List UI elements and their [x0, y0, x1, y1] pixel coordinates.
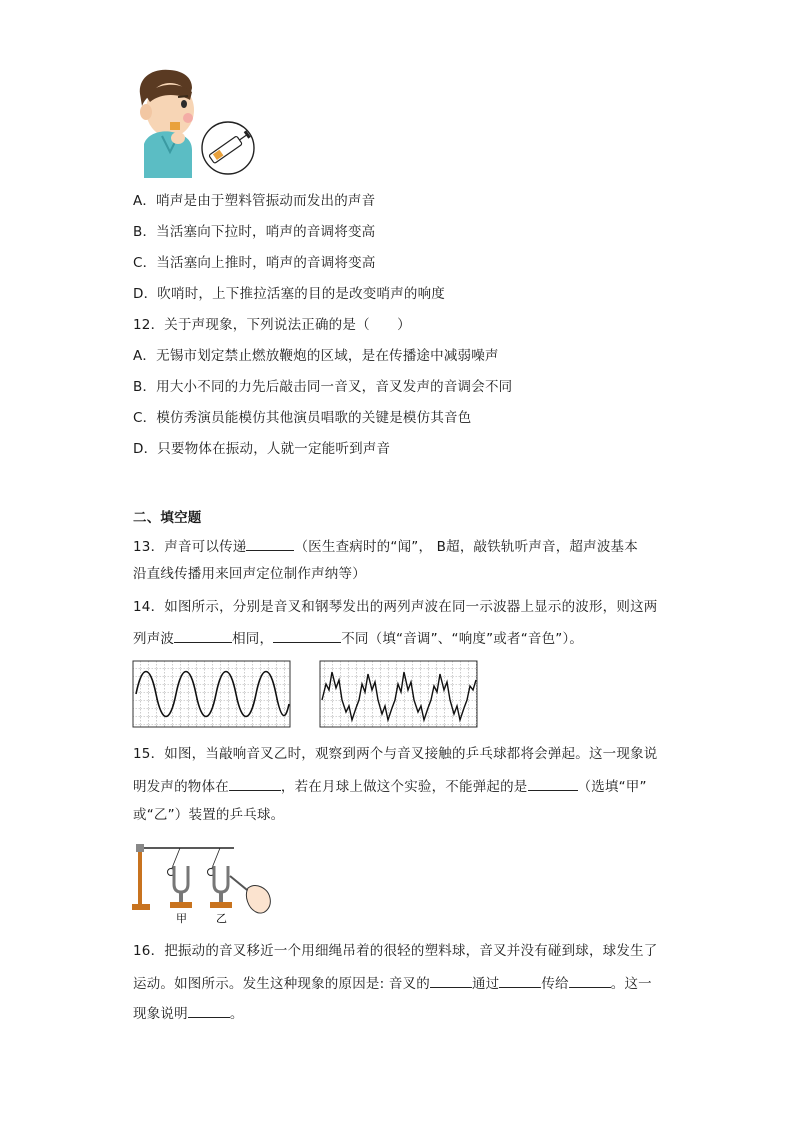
question-14-line2 — [133, 628, 583, 648]
answer-blank[interactable] — [499, 973, 541, 988]
q12-option-b: B．用大小不同的力先后敲击同一音叉，音叉发声的音调会不同 — [133, 379, 513, 395]
answer-blank[interactable] — [229, 776, 281, 791]
q13-text-2: （医生查病时的“闻”， B超，敲铁轨听声音，超声波基本 — [294, 539, 638, 555]
q15-text-2: ，若在月球上做这个实验，不能弹起的是 — [280, 779, 528, 795]
q15-text-1: 明发声的物体在 — [133, 779, 229, 795]
answer-blank[interactable] — [430, 973, 472, 988]
q16-text-2: 通过 — [471, 976, 500, 992]
oscilloscope-waveforms — [132, 660, 482, 732]
answer-blank[interactable] — [246, 536, 294, 551]
option-b: B．当活塞向下拉时，哨声的音调将变高 — [133, 224, 376, 240]
q12-option-d: D．只要物体在振动，人就一定能听到声音 — [133, 441, 391, 457]
tuning-fork-experiment — [130, 838, 280, 928]
answer-blank[interactable] — [174, 628, 232, 643]
answer-blank[interactable] — [188, 1003, 230, 1018]
q15-text-3: （选填“甲” — [577, 779, 647, 795]
question-16-line2 — [133, 973, 652, 993]
q12-option-c: C．模仿秀演员能模仿其他演员唱歌的关键是模仿其音色 — [133, 410, 472, 426]
q16-text-1: 运动。如图所示。发生这种现象的原因是: 音叉的 — [133, 976, 430, 992]
q14-text-2: 相同， — [232, 631, 274, 647]
q14-text-1: 列声波 — [133, 631, 175, 647]
question-13-line1 — [133, 536, 638, 556]
answer-blank[interactable] — [569, 973, 611, 988]
section-title: 二、填空题 — [133, 510, 202, 526]
q16-text-3: 传给 — [541, 976, 569, 992]
question-14-line1: 14．如图所示，分别是音叉和钢琴发出的两列声波在同一示波器上显示的波形，则这两 — [133, 599, 658, 615]
whistle-boy-illustration — [132, 66, 257, 186]
question-16-line3 — [133, 1003, 244, 1023]
answer-blank[interactable] — [273, 628, 341, 643]
option-a: A．哨声是由于塑料管振动而发出的声音 — [133, 193, 376, 209]
question-13-line2: 沿直线传播用来回声定位制作声纳等） — [133, 566, 366, 582]
q16-text-4: 。这一 — [610, 976, 652, 992]
q13-text-1: 13．声音可以传递 — [133, 539, 247, 555]
label-yi: 乙 — [216, 912, 227, 925]
question-15-line3: 或“乙”）装置的乒乓球。 — [133, 807, 285, 823]
q16-text-6: 。 — [229, 1006, 244, 1022]
q12-option-a: A．无锡市划定禁止燃放鞭炮的区域，是在传播途中减弱噪声 — [133, 348, 499, 364]
question-12-stem: 12．关于声现象，下列说法正确的是（ ） — [133, 317, 411, 333]
q14-text-3: 不同（填“音调”、“响度”或者“音色”）。 — [341, 631, 584, 647]
question-15-line1: 15．如图，当敲响音叉乙时，观察到两个与音叉接触的乒乓球都将会弹起。这一现象说 — [133, 746, 658, 762]
question-16-line1: 16．把振动的音叉移近一个用细绳吊着的很轻的塑料球，音叉并没有碰到球，球发生了 — [133, 943, 658, 959]
answer-blank[interactable] — [528, 776, 578, 791]
piano-screen — [320, 661, 477, 727]
label-jia: 甲 — [176, 912, 187, 925]
option-c: C．当活塞向上推时，哨声的音调将变高 — [133, 255, 376, 271]
question-15-line2 — [133, 776, 647, 796]
q16-text-5: 现象说明 — [133, 1006, 188, 1022]
option-d: D．吹哨时，上下推拉活塞的目的是改变哨声的响度 — [133, 286, 445, 302]
